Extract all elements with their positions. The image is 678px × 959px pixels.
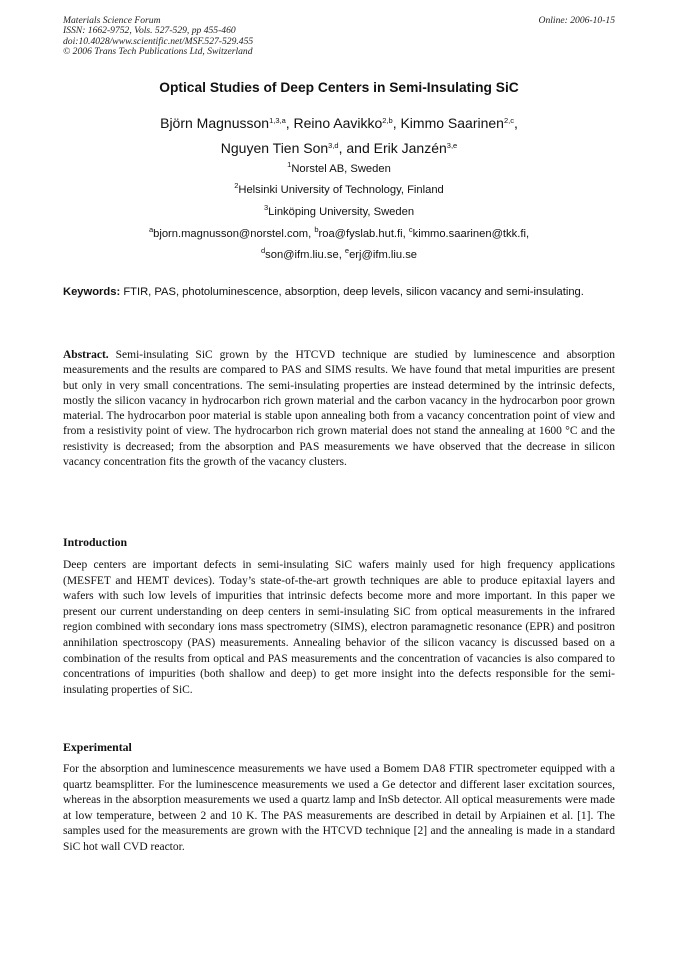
introduction-heading: Introduction — [63, 535, 128, 549]
affil-text: Helsinki University of Technology, Finland — [238, 184, 444, 196]
affil-marker: 3 — [263, 203, 269, 212]
email-address[interactable]: son@ifm.liu.se — [265, 249, 339, 261]
affil-text: Linköping University, Sweden — [268, 206, 415, 218]
affiliation-3 — [63, 203, 615, 218]
affil-text: Norstel AB, Sweden — [291, 163, 391, 175]
experimental-heading: Experimental — [63, 740, 132, 754]
email-marker: d — [260, 246, 266, 255]
abstract-label: Abstract. — [63, 349, 109, 361]
author-name: Kimmo Saarinen — [400, 115, 504, 131]
journal-copyright: © 2006 Trans Tech Publications Ltd, Switzerland — [63, 46, 253, 58]
email-marker: e — [344, 246, 350, 255]
author-name: Nguyen Tien Son — [220, 140, 329, 156]
author-line-2 — [63, 136, 615, 161]
introduction-text: Deep centers are important defects in semi-insulating SiC wafers mainly used for high frequency applications (MESFET and HEMT devices). Today’s state-of-the-art growth techniques are able to produce epitaxial layers and wafers with such low levels of impurities that intrinsic defects become more and more important. In this paper we present our current understanding on deep centers in semi-insulating SiC from optical measurements in the infrared region combined with secondary ions mass spectrometry (SIMS), electron paramagnetic resonance (EPR) and positron annihilation spectroscopy (PAS) measurements. Annealing behavior of the silicon vacancy is discussed based on a combination of the results from optical and PAS measurements and the concentration of vacancies is also compared to concentrations of impurities (both shallow and deep) to get more insight into the defects responsible for the semi-insulating properties of SiC. — [63, 559, 615, 696]
affil-marker: 1 — [287, 160, 292, 169]
email-marker: b — [314, 225, 319, 234]
author-line-1 — [63, 111, 615, 136]
journal-header — [63, 16, 615, 58]
online-date: Online: 2006-10-15 — [538, 15, 615, 26]
keywords-text: FTIR, PAS, photoluminescence, absorption, deep levels, silicon vacancy and semi-insulating. — [123, 286, 584, 298]
abstract-block — [63, 348, 615, 470]
journal-doi: doi:10.4028/www.scientific.net/MSF.527-529.455 — [63, 35, 254, 47]
author-name: Björn Magnusson — [160, 115, 270, 131]
email-marker: c — [408, 225, 413, 234]
author-name: Erik Janzén — [373, 140, 447, 156]
email-address[interactable]: kimmo.saarinen@tkk.fi — [412, 228, 526, 240]
keywords-block — [63, 285, 615, 299]
author-separator: , and — [338, 140, 374, 156]
email-address[interactable]: bjorn.magnusson@norstel.com — [153, 228, 309, 240]
affiliation-1 — [63, 160, 615, 175]
author-affil-marker: 2,b — [382, 116, 393, 125]
author-affil-marker: 2,c — [503, 116, 514, 125]
email-address[interactable]: roa@fyslab.hut.fi — [318, 228, 403, 240]
abstract-text: Semi-insulating SiC grown by the HTCVD technique are studied by luminescence and absorption measurements and the results are compared to PAS and SIMS results. We have found that metal impurities are present but only in very small concentrations. The semi-insulating properties are instead determined by the intrinsic defects, mostly the silicon vacancy in hydrocarbon rich grown material and the carbon vacancy in the hydrocarbon poor grown material. The hydrocarbon poor material is stable upon annealing both from a vacancy concentration point of view and from a resistivity point of view. The hydrocarbon rich grown material does not stand the annealing at 1600 °C and the resistivity is decreased; from the absorption and PAS measurements we have observed that the decrease in silicon vacancy concentration fits the growth of the vacancy clusters. — [63, 349, 615, 469]
author-separator: , — [392, 115, 401, 131]
author-affil-marker: 1,3,a — [269, 116, 286, 125]
keywords-label: Keywords: — [63, 286, 121, 298]
author-affil-marker: 3,d — [328, 141, 339, 150]
paper-title: Optical Studies of Deep Centers in Semi-Insulating SiC — [159, 80, 519, 95]
author-separator: , — [513, 115, 518, 131]
email-line-2: $^d$son@ifm.liu.se, $^e$erj@ifm.liu.se — [260, 246, 418, 261]
author-list — [63, 111, 615, 161]
affil-marker: 2 — [234, 181, 239, 190]
author-affil-marker: 3,e — [446, 141, 458, 150]
email-marker: a — [148, 225, 154, 234]
email-line-1: $^a$bjorn.magnusson@norstel.com, $^b$roa@fyslab.hut.fi, $^c$kimmo.saarinen@tkk.fi, — [148, 225, 530, 240]
author-name: Reino Aavikko — [293, 115, 383, 131]
journal-name: Materials Science Forum — [63, 15, 161, 26]
email-address[interactable]: erj@ifm.liu.se — [349, 249, 418, 261]
author-separator: , — [285, 115, 294, 131]
journal-issn: ISSN: 1662-9752, Vols. 527-529, pp 455-460 — [63, 25, 236, 37]
affiliation-2 — [63, 181, 615, 196]
experimental-text: For the absorption and luminescence measurements we have used a Bomem DA8 FTIR spectrometer equipped with a quartz beamsplitter. For the luminescence measurements we used a Ge detector and different laser excitation sources, whereas in the absorption measurements we used a quartz lamp and InSb detector. All optical measurements were made at low temperature, between 2 and 10 K. The PAS measurements are described in detail by Arpiainen et al. [1]. The samples used for the measurements are grown with the HTCVD technique [2] and the annealing is made in a standard SiC hot wall CVD reactor. — [63, 763, 615, 853]
